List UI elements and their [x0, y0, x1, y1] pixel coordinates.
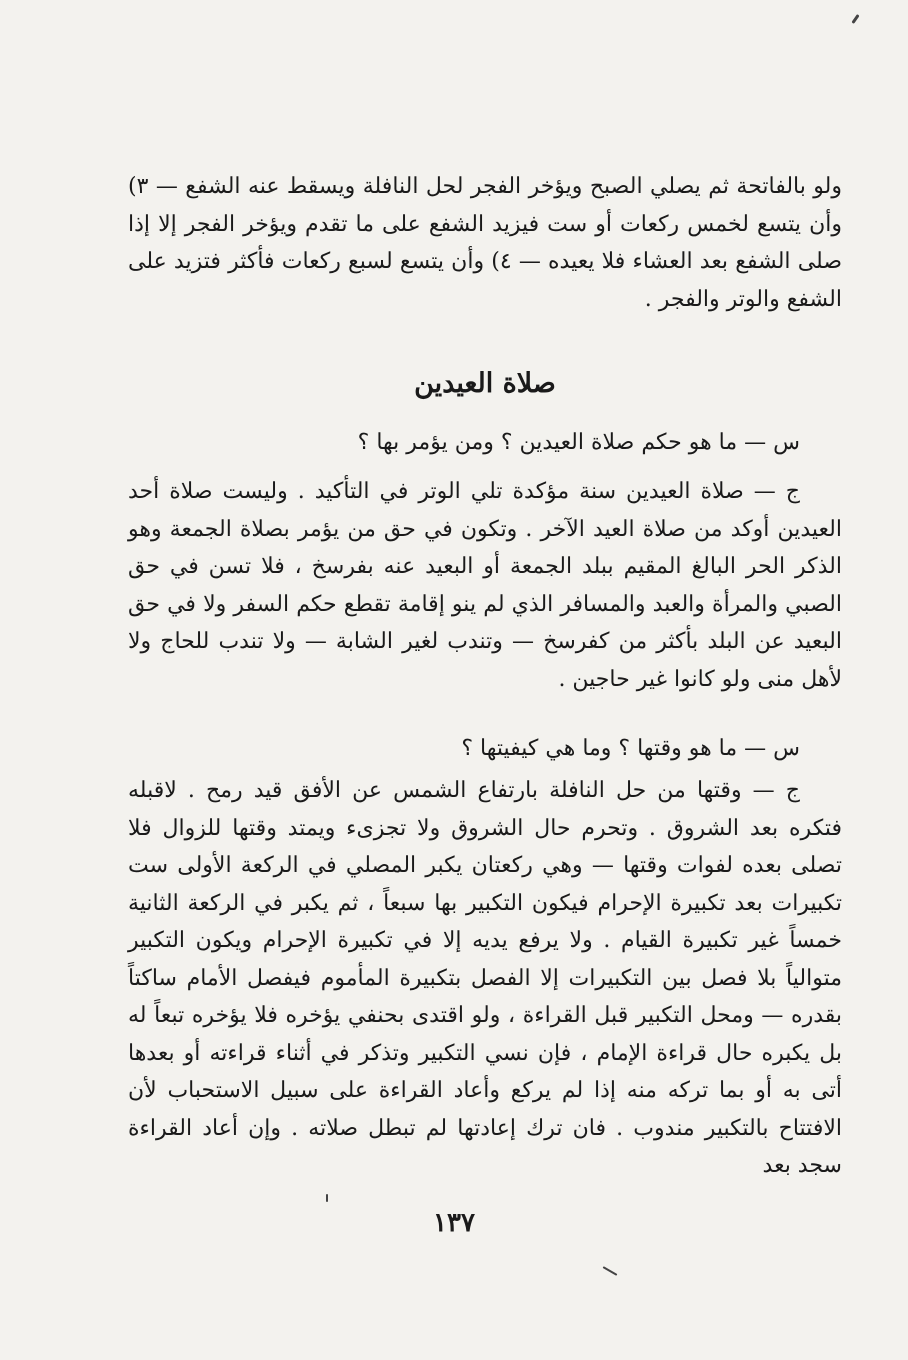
- answer-2: ج — وقتها من حل النافلة بارتفاع الشمس عن الأفق قيد رمح . لاقبله فتكره بعد الشروق . وتحرم حال الشروق ولا تجزىء ويمتد وقتها للزوال فلا تصلى بعده لفوات وقتها — وهي ركعتان يكبر المصلي في الركعة الأولى ست تكبيرات بعد تكبيرة الإحرام فيكون التكبير بها سبعاً ، ثم يكبر في الركعة الثانية خمساً غير تكبيرة القيام . ولا يرفع يديه إلا في تكبيرة الإحرام ويكون التكبير متوالياً بلا فصل بين التكبيرات إلا الفصل بتكبيرة المأموم فيفصل الأمام ساكتاً بقدره — ومحل التكبير قبل القراءة ، ولو اقتدى بحنفي يؤخره فلا يؤخره تبعاً له بل يكبره حال قراءة الإمام ، فإن نسي التكبير وتذكر في أثناء قراءته أو بعدها أتى به أو بما تركه منه إذا لم يركع وأعاد القراءة على سبيل الاستحباب لأن الافتتاح بالتكبير مندوب . فان ترك إعادتها لم تبطل صلاته . وإن أعاد القراءة سجد بعد: [128, 778, 842, 1178]
- scan-speck: [326, 1194, 328, 1202]
- question-1: س — ما هو حكم صلاة العيدين ؟ ومن يؤمر بها ؟: [357, 430, 800, 455]
- scan-speck: [851, 14, 859, 24]
- question-2: س — ما هو وقتها ؟ وما هي كيفيتها ؟: [461, 736, 800, 761]
- page-number: ١٣٧: [433, 1208, 475, 1238]
- answer-1: ج — صلاة العيدين سنة مؤكدة تلي الوتر في التأكيد . وليست صلاة أحد العيدين أوكد من صلاة العيد الآخر . وتكون في حق من يؤمر بصلاة الجمعة وهو الذكر الحر البالغ المقيم ببلد الجمعة أو البعيد عنه بفرسخ ، فلا تسن في حق الصبي والمرأة والعبد والمسافر الذي لم ينو إقامة تقطع حكم السفر ولا في حق البعيد عن البلد بأكثر من كفرسخ — وتندب لغير الشابة — ولا تندب للحاج ولا لأهل منى ولو كانوا غير حاجين .: [128, 479, 842, 692]
- intro-paragraph: ولو بالفاتحة ثم يصلي الصبح ويؤخر الفجر لحل النافلة ويسقط عنه الشفع — ٣) وأن يتسع لخمس ركعات أو ست فيزيد الشفع على ما تقدم ويؤخر الفجر إلا إذا صلى الشفع بعد العشاء فلا يعيده — ٤) وأن يتسع لسبع ركعات فأكثر فتزيد على الشفع والوتر والفجر .: [128, 174, 843, 312]
- scan-speck: [603, 1266, 618, 1276]
- section-title: صلاة العيدين: [414, 368, 556, 399]
